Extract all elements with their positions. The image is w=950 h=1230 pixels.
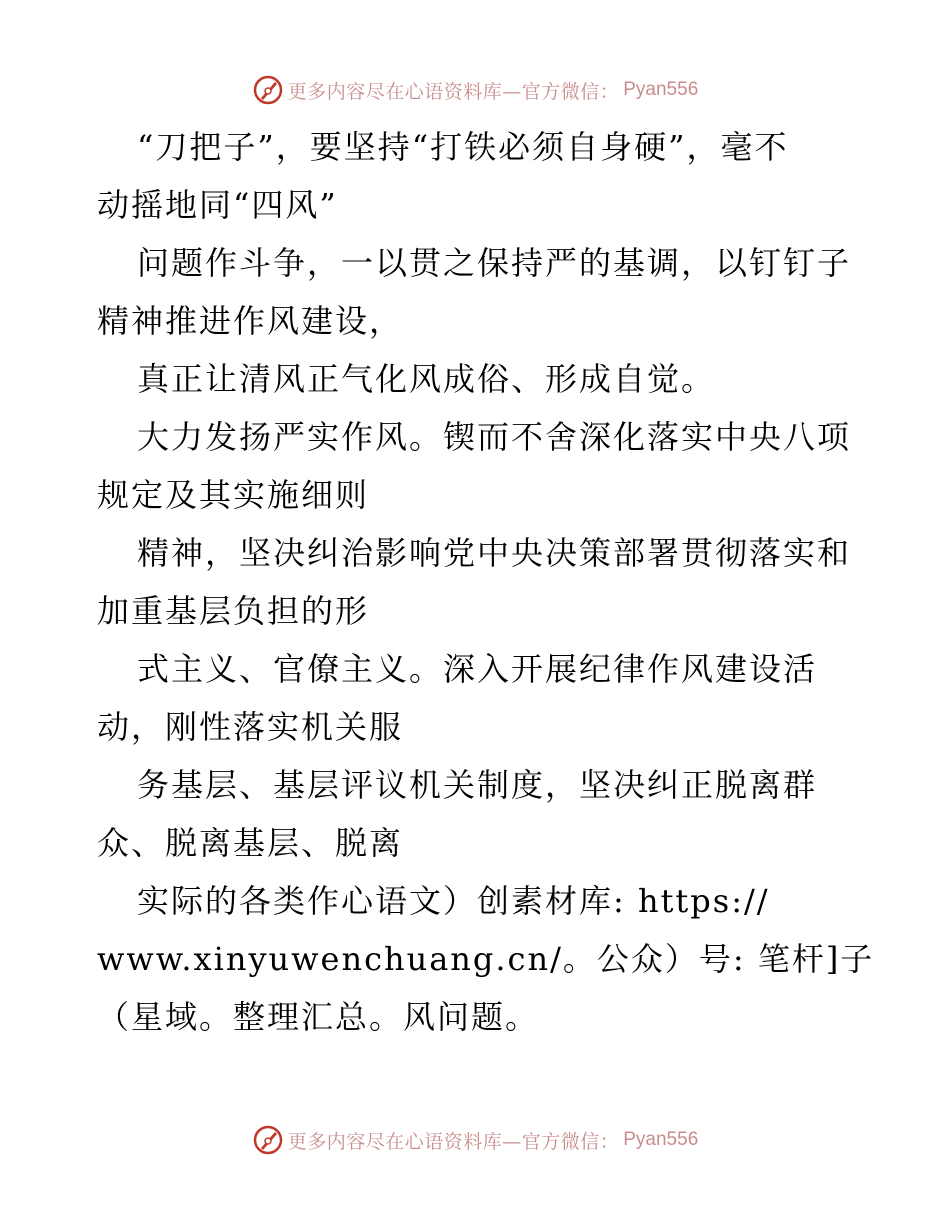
- body-line: 动，刚性落实机关服: [97, 708, 404, 746]
- page-footer-watermark: [0, 1120, 950, 1160]
- watermark-wechat-id: Pyan556: [623, 1129, 699, 1150]
- body-line: 动摇地同“四风”: [97, 186, 338, 224]
- body-line: 精神推进作风建设，: [97, 302, 404, 340]
- body-line: 众、脱离基层、脱离: [97, 824, 404, 862]
- document-body: [97, 118, 875, 1046]
- body-line: “刀把子”，要坚持“打铁必须自身硬”，毫不: [137, 128, 789, 166]
- quill-badge-icon: [252, 74, 284, 106]
- body-line: 加重基层负担的形: [97, 592, 370, 630]
- brand-watermark: [252, 1124, 699, 1156]
- body-line: 精神，坚决纠治影响党中央决策部署贯彻落实和: [137, 534, 852, 572]
- body-line: 规定及其实施细则: [97, 476, 370, 514]
- body-line: 大力发扬严实作风。锲而不舍深化落实中央八项: [137, 418, 852, 456]
- body-line: 真正让清风正气化风成俗、形成自觉。: [137, 360, 716, 398]
- page-header-watermark: [0, 70, 950, 110]
- watermark-wechat-id: Pyan556: [623, 79, 699, 100]
- brand-watermark: [252, 74, 699, 106]
- body-line: 问题作斗争，一以贯之保持严的基调，以钉钉子: [137, 244, 852, 282]
- body-line: （星域。整理汇总。风问题。: [97, 998, 540, 1036]
- quill-badge-icon: [252, 1124, 284, 1156]
- body-line: 式主义、官僚主义。深入开展纪律作风建设活: [137, 650, 818, 688]
- body-line: 务基层、基层评议机关制度，坚决纠正脱离群: [137, 766, 818, 804]
- watermark-text: 更多内容尽在心语资料库—官方微信：: [287, 1130, 620, 1153]
- watermark-text: 更多内容尽在心语资料库—官方微信：: [287, 80, 620, 103]
- body-line: www.xinyuwenchuang.cn/。公众）号: 笔杆]子: [97, 940, 875, 978]
- body-line: 实际的各类作心语文）创素材库: https://: [137, 882, 770, 920]
